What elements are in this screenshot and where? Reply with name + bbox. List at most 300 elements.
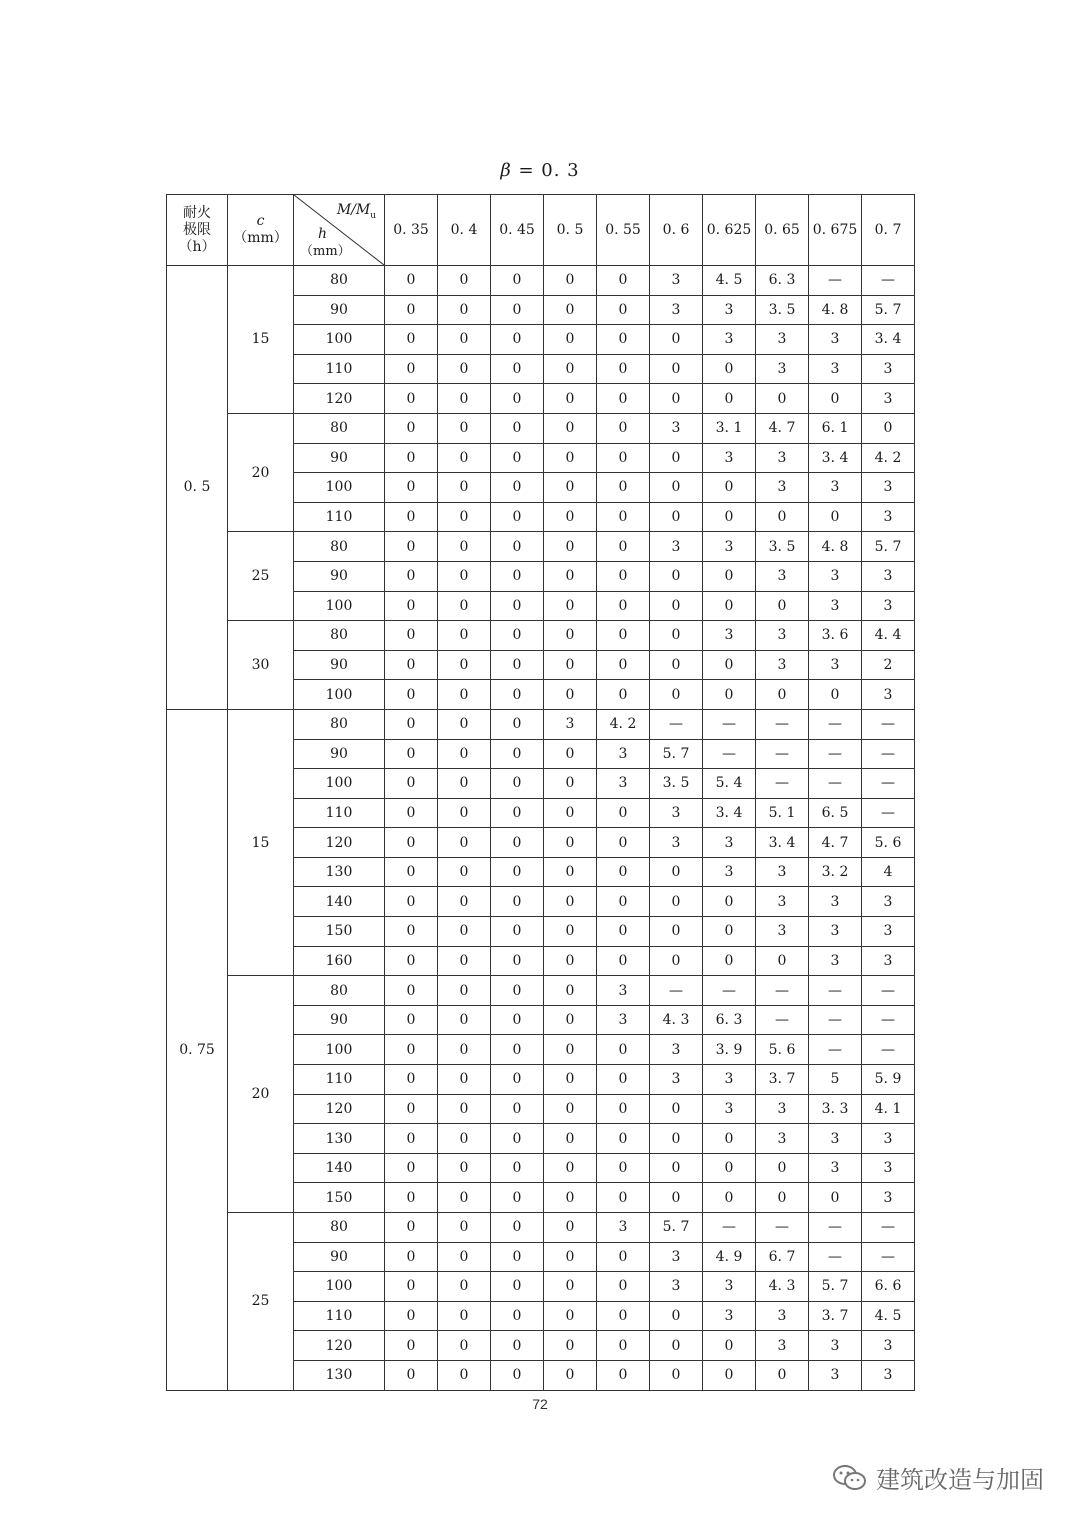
value-cell: 0 (597, 1360, 650, 1390)
value-cell: 0 (438, 621, 491, 651)
value-cell: 3 (862, 1331, 915, 1361)
cover-thickness-cell: 20 (228, 413, 294, 531)
value-cell: 0 (438, 561, 491, 591)
value-cell: 0 (650, 680, 703, 710)
value-cell: 0 (491, 1183, 544, 1213)
value-cell: 0 (597, 1094, 650, 1124)
value-cell: 4. 2 (597, 709, 650, 739)
value-cell: 3. 7 (756, 1065, 809, 1095)
header-c-symbol: c (256, 213, 265, 229)
value-cell: 0 (491, 354, 544, 384)
value-cell: 0 (491, 1272, 544, 1302)
value-cell: 3 (756, 1331, 809, 1361)
beta-value: = 0. 3 (518, 160, 580, 181)
value-cell: 0 (703, 917, 756, 947)
value-cell: 3 (650, 798, 703, 828)
value-cell: 0 (491, 1331, 544, 1361)
value-cell: 0 (491, 1153, 544, 1183)
value-cell: 0 (385, 1301, 438, 1331)
value-cell: 0 (544, 621, 597, 651)
value-cell: 0 (385, 1065, 438, 1095)
value-cell: 5. 7 (862, 532, 915, 562)
value-cell: 0 (703, 1183, 756, 1213)
height-cell: 80 (294, 532, 385, 562)
value-cell: — (756, 1213, 809, 1243)
value-cell: 0 (385, 1094, 438, 1124)
value-cell: 3 (597, 1213, 650, 1243)
value-cell: 0 (385, 739, 438, 769)
value-cell: 0 (438, 1035, 491, 1065)
value-cell: 3. 4 (809, 443, 862, 473)
value-cell: 5. 7 (862, 295, 915, 325)
header-c (228, 195, 294, 266)
value-cell: 0 (385, 828, 438, 858)
height-cell: 80 (294, 266, 385, 296)
value-cell: 0 (491, 473, 544, 503)
value-cell: 0 (438, 532, 491, 562)
value-cell: 0 (438, 739, 491, 769)
value-cell: 0 (438, 1272, 491, 1302)
value-cell: 4. 7 (756, 413, 809, 443)
value-cell: — (809, 709, 862, 739)
value-cell: 3 (809, 325, 862, 355)
height-cell: 130 (294, 1124, 385, 1154)
value-cell: 4. 8 (809, 295, 862, 325)
value-cell: 0 (650, 473, 703, 503)
table-body (167, 266, 915, 1391)
value-cell: 0 (438, 976, 491, 1006)
value-cell: 3. 1 (703, 413, 756, 443)
value-cell: 0 (650, 857, 703, 887)
value-cell: 0 (491, 502, 544, 532)
value-cell: — (650, 709, 703, 739)
table-row (167, 976, 915, 1006)
header-moment-ratio: $M/M_u$ (336, 202, 376, 221)
value-cell: — (862, 1005, 915, 1035)
value-cell: 0 (438, 266, 491, 296)
value-cell: 0 (438, 384, 491, 414)
header-fire-limit (167, 195, 228, 266)
value-cell: 3 (809, 917, 862, 947)
value-cell: — (809, 769, 862, 799)
value-cell: — (809, 1242, 862, 1272)
value-cell: 0 (438, 1213, 491, 1243)
value-cell: 3. 2 (809, 857, 862, 887)
value-cell: — (862, 709, 915, 739)
value-cell: 0 (438, 295, 491, 325)
cover-thickness-cell: 25 (228, 1213, 294, 1391)
value-cell: 4 (862, 857, 915, 887)
value-cell: 3 (703, 325, 756, 355)
value-cell: 0 (597, 828, 650, 858)
header-h-symbol: h (318, 226, 328, 242)
value-cell: 0 (544, 1035, 597, 1065)
value-cell: 3 (862, 384, 915, 414)
value-cell: — (862, 1213, 915, 1243)
value-cell: 0 (597, 532, 650, 562)
value-cell: 3 (650, 295, 703, 325)
value-cell: 3 (809, 1153, 862, 1183)
value-cell: 0 (597, 295, 650, 325)
value-cell: 0 (385, 325, 438, 355)
value-cell: 3 (756, 650, 809, 680)
value-cell: 0 (491, 917, 544, 947)
cover-thickness-cell: 25 (228, 532, 294, 621)
height-cell: 80 (294, 413, 385, 443)
value-cell: 0 (544, 502, 597, 532)
header-h-unit: （mm） (300, 244, 351, 259)
value-cell: 0 (491, 680, 544, 710)
value-cell: 0 (491, 946, 544, 976)
value-cell: 0 (544, 1331, 597, 1361)
value-cell: 0 (491, 443, 544, 473)
value-cell: 0 (491, 621, 544, 651)
value-cell: 0 (650, 325, 703, 355)
value-cell: 0 (544, 976, 597, 1006)
value-cell: 0 (544, 1242, 597, 1272)
value-cell: 0 (597, 354, 650, 384)
value-cell: 3. 7 (809, 1301, 862, 1331)
height-cell: 130 (294, 1360, 385, 1390)
value-cell: 0 (703, 354, 756, 384)
value-cell: 0 (650, 887, 703, 917)
value-cell: 0 (597, 561, 650, 591)
value-cell: 0 (544, 325, 597, 355)
height-cell: 80 (294, 621, 385, 651)
value-cell: 0 (438, 798, 491, 828)
height-cell: 90 (294, 739, 385, 769)
value-cell: 0 (544, 769, 597, 799)
value-cell: 3 (703, 1301, 756, 1331)
value-cell: 0 (438, 1360, 491, 1390)
value-cell: 3 (544, 709, 597, 739)
value-cell: 5. 1 (756, 798, 809, 828)
value-cell: 0 (385, 976, 438, 1006)
value-cell: 0 (385, 561, 438, 591)
value-cell: 0 (544, 1213, 597, 1243)
value-cell: 0 (650, 502, 703, 532)
value-cell: 3 (809, 561, 862, 591)
height-cell: 140 (294, 887, 385, 917)
value-cell: 0 (597, 473, 650, 503)
value-cell: 3 (650, 266, 703, 296)
value-cell: 0 (438, 591, 491, 621)
value-cell: 0 (703, 1360, 756, 1390)
value-cell: 0 (544, 266, 597, 296)
height-cell: 120 (294, 1331, 385, 1361)
value-cell: 0 (438, 1153, 491, 1183)
value-cell: 0 (491, 769, 544, 799)
table-title (0, 160, 1080, 181)
value-cell: 3 (703, 857, 756, 887)
value-cell: 0 (756, 384, 809, 414)
value-cell: 4. 8 (809, 532, 862, 562)
value-cell: 3 (650, 413, 703, 443)
value-cell: 5. 6 (862, 828, 915, 858)
header-ratio: 0. 55 (597, 195, 650, 266)
value-cell: — (862, 798, 915, 828)
value-cell: 0 (756, 1360, 809, 1390)
value-cell: 3 (756, 1094, 809, 1124)
value-cell: — (862, 769, 915, 799)
value-cell: 5. 7 (650, 1213, 703, 1243)
value-cell: 0 (597, 591, 650, 621)
height-cell: 100 (294, 591, 385, 621)
value-cell: 0 (385, 295, 438, 325)
value-cell: 3 (862, 473, 915, 503)
value-cell: 3 (650, 1242, 703, 1272)
value-cell: 0 (597, 384, 650, 414)
value-cell: 3 (650, 828, 703, 858)
value-cell: 0 (597, 413, 650, 443)
value-cell: 2 (862, 650, 915, 680)
value-cell: — (809, 1005, 862, 1035)
value-cell: 4. 3 (756, 1272, 809, 1302)
value-cell: 4. 2 (862, 443, 915, 473)
value-cell: 0 (650, 1301, 703, 1331)
value-cell: 0 (597, 650, 650, 680)
value-cell: 3 (809, 1360, 862, 1390)
height-cell: 120 (294, 1094, 385, 1124)
value-cell: 3 (862, 887, 915, 917)
value-cell: 3 (703, 532, 756, 562)
value-cell: 3 (809, 354, 862, 384)
value-cell: 0 (385, 354, 438, 384)
value-cell: 0 (544, 532, 597, 562)
value-cell: 3 (597, 769, 650, 799)
height-cell: 90 (294, 295, 385, 325)
value-cell: — (862, 1242, 915, 1272)
value-cell: 3 (862, 917, 915, 947)
value-cell: 0 (544, 384, 597, 414)
value-cell: 0 (438, 443, 491, 473)
value-cell: 0 (650, 1331, 703, 1361)
value-cell: 3. 9 (703, 1035, 756, 1065)
value-cell: 0 (650, 1360, 703, 1390)
value-cell: 3. 4 (756, 828, 809, 858)
value-cell: — (862, 266, 915, 296)
value-cell: 0 (597, 1035, 650, 1065)
value-cell: 0 (597, 1065, 650, 1095)
height-cell: 110 (294, 1301, 385, 1331)
value-cell: 3 (862, 502, 915, 532)
value-cell: 0 (544, 1272, 597, 1302)
value-cell: 0 (438, 502, 491, 532)
value-cell: — (809, 976, 862, 1006)
value-cell: 3 (756, 887, 809, 917)
value-cell: 3 (809, 946, 862, 976)
value-cell: 0 (385, 473, 438, 503)
value-cell: 0 (438, 1065, 491, 1095)
value-cell: 0 (385, 709, 438, 739)
height-cell: 120 (294, 828, 385, 858)
value-cell: 0 (544, 946, 597, 976)
value-cell: 0 (544, 739, 597, 769)
value-cell: 6. 3 (756, 266, 809, 296)
value-cell: 0 (650, 443, 703, 473)
value-cell: 3 (756, 1301, 809, 1331)
value-cell: 0 (385, 650, 438, 680)
value-cell: 0 (703, 1331, 756, 1361)
height-cell: 140 (294, 1153, 385, 1183)
value-cell: 3. 6 (809, 621, 862, 651)
value-cell: 0 (544, 591, 597, 621)
value-cell: 0 (385, 413, 438, 443)
value-cell: 0 (491, 828, 544, 858)
value-cell: 0 (385, 502, 438, 532)
value-cell: 0 (385, 857, 438, 887)
header-ratio: 0. 675 (809, 195, 862, 266)
value-cell: 0 (544, 1005, 597, 1035)
value-cell: 3 (756, 325, 809, 355)
value-cell: 0 (597, 1301, 650, 1331)
value-cell: 0 (597, 502, 650, 532)
value-cell: 0 (703, 591, 756, 621)
value-cell: — (809, 739, 862, 769)
value-cell: 3 (703, 1272, 756, 1302)
value-cell: 0 (703, 384, 756, 414)
table-row (167, 266, 915, 296)
value-cell: 0 (703, 650, 756, 680)
value-cell: 0 (438, 828, 491, 858)
value-cell: 0 (385, 1005, 438, 1035)
value-cell: 0 (385, 946, 438, 976)
value-cell: 0 (385, 769, 438, 799)
value-cell: 3 (756, 917, 809, 947)
value-cell: 0 (544, 473, 597, 503)
value-cell: 3 (756, 473, 809, 503)
value-cell: 0 (703, 946, 756, 976)
value-cell: 0 (703, 1153, 756, 1183)
value-cell: 3 (809, 650, 862, 680)
value-cell: 3 (809, 1331, 862, 1361)
value-cell: 4. 3 (650, 1005, 703, 1035)
header-row (167, 195, 915, 266)
value-cell: 0 (385, 1360, 438, 1390)
height-cell: 90 (294, 561, 385, 591)
value-cell: 0 (650, 650, 703, 680)
height-cell: 80 (294, 709, 385, 739)
value-cell: 0 (385, 1124, 438, 1154)
value-cell: 0 (756, 1183, 809, 1213)
value-cell: 6. 5 (809, 798, 862, 828)
value-cell: 0 (544, 295, 597, 325)
value-cell: 0 (544, 1153, 597, 1183)
value-cell: 3. 5 (650, 769, 703, 799)
height-cell: 110 (294, 798, 385, 828)
value-cell: — (862, 739, 915, 769)
value-cell: 3 (650, 1272, 703, 1302)
value-cell: 0 (491, 1242, 544, 1272)
value-cell: 0 (385, 887, 438, 917)
value-cell: 0 (544, 857, 597, 887)
header-ratio: 0. 5 (544, 195, 597, 266)
value-cell: 5. 6 (756, 1035, 809, 1065)
value-cell: 0 (385, 1035, 438, 1065)
value-cell: 0 (597, 1242, 650, 1272)
value-cell: 0 (438, 1094, 491, 1124)
value-cell: 0 (385, 532, 438, 562)
value-cell: 0 (491, 295, 544, 325)
table-row (167, 532, 915, 562)
value-cell: 0 (544, 650, 597, 680)
height-cell: 90 (294, 650, 385, 680)
value-cell: 5. 7 (650, 739, 703, 769)
value-cell: 5. 9 (862, 1065, 915, 1095)
value-cell: 6. 7 (756, 1242, 809, 1272)
value-cell: 0 (491, 1094, 544, 1124)
value-cell: 0 (491, 857, 544, 887)
value-cell: 0 (385, 1331, 438, 1361)
height-cell: 100 (294, 473, 385, 503)
cover-thickness-cell: 20 (228, 976, 294, 1213)
value-cell: 0 (438, 680, 491, 710)
value-cell: 5. 4 (703, 769, 756, 799)
value-cell: 0 (491, 1124, 544, 1154)
value-cell: 0 (862, 413, 915, 443)
height-cell: 80 (294, 976, 385, 1006)
value-cell: 0 (544, 828, 597, 858)
value-cell: 0 (491, 1213, 544, 1243)
value-cell: 0 (650, 1094, 703, 1124)
value-cell: 3 (703, 828, 756, 858)
value-cell: 0 (597, 1272, 650, 1302)
value-cell: 3 (756, 354, 809, 384)
value-cell: 0 (756, 591, 809, 621)
table-row (167, 413, 915, 443)
value-cell: 0 (544, 443, 597, 473)
value-cell: 0 (491, 739, 544, 769)
value-cell: 0 (597, 917, 650, 947)
value-cell: 0 (491, 384, 544, 414)
value-cell: 0 (650, 591, 703, 621)
height-cell: 150 (294, 917, 385, 947)
value-cell: — (756, 976, 809, 1006)
height-cell: 100 (294, 1035, 385, 1065)
value-cell: 0 (438, 946, 491, 976)
value-cell: 3 (862, 354, 915, 384)
value-cell: — (703, 739, 756, 769)
height-cell: 130 (294, 857, 385, 887)
value-cell: 0 (703, 561, 756, 591)
table-row (167, 709, 915, 739)
value-cell: 0 (385, 1153, 438, 1183)
value-cell: 0 (438, 473, 491, 503)
value-cell: 0 (544, 917, 597, 947)
value-cell: 0 (385, 798, 438, 828)
header-fire-limit-line2: 极限 (183, 221, 211, 238)
value-cell: 0 (650, 1153, 703, 1183)
value-cell: 3. 4 (703, 798, 756, 828)
value-cell: 0 (491, 413, 544, 443)
height-cell: 90 (294, 443, 385, 473)
watermark-text: 建筑改造与加固 (876, 1466, 1044, 1494)
value-cell: 0 (385, 621, 438, 651)
value-cell: — (756, 1005, 809, 1035)
value-cell: 0 (385, 266, 438, 296)
value-cell: 0 (438, 354, 491, 384)
value-cell: 0 (491, 1301, 544, 1331)
value-cell: 3. 5 (756, 295, 809, 325)
value-cell: — (756, 709, 809, 739)
value-cell: 3 (809, 473, 862, 503)
header-ratio: 0. 4 (438, 195, 491, 266)
value-cell: 0 (544, 798, 597, 828)
height-cell: 150 (294, 1183, 385, 1213)
value-cell: 0 (438, 709, 491, 739)
value-cell: — (809, 1035, 862, 1065)
value-cell: 0 (438, 1183, 491, 1213)
